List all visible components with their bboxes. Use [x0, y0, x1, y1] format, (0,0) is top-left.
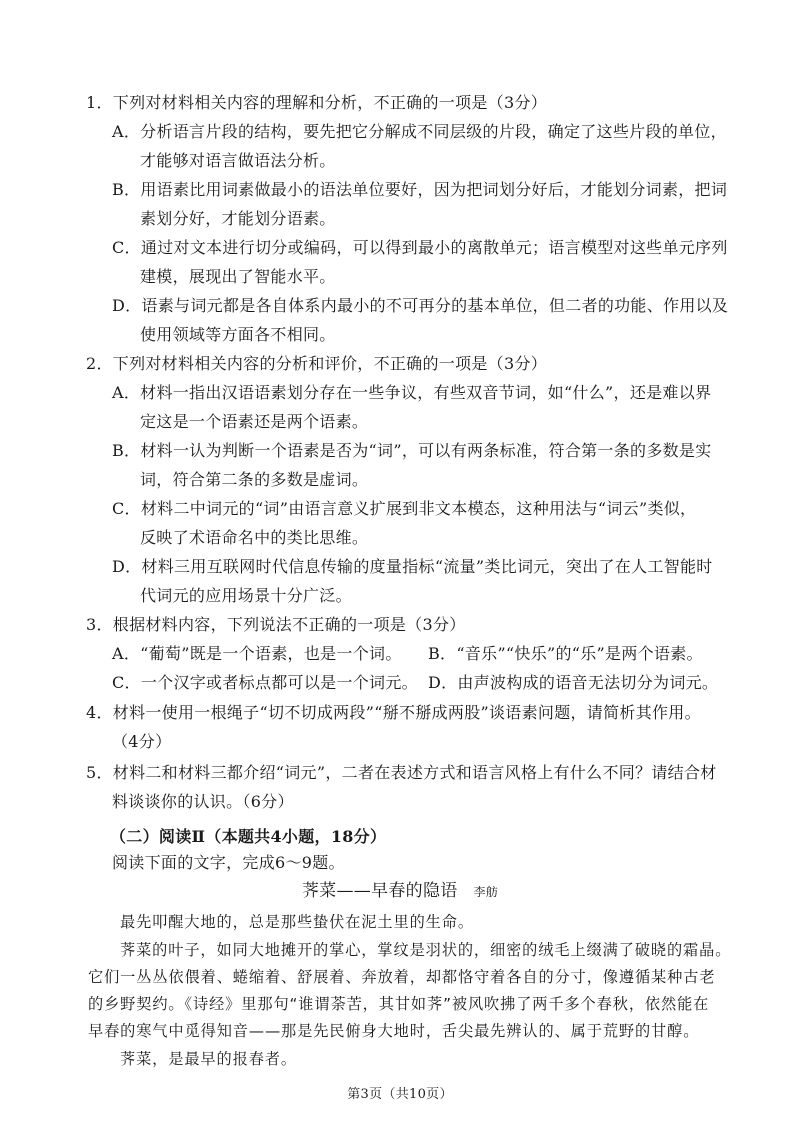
q3-option-a: A．“葡萄”既是一个语素，也是一个词。	[112, 644, 402, 663]
q2-option-b-cont: 词，符合第二条的多数是虚词。	[140, 470, 369, 489]
q1-option-d: D．语素与词元都是各自体系内最小的不可再分的基本单位，但二者的功能、作用以及	[112, 296, 729, 315]
article-paragraph-3: 荠菜，是最早的报春者。	[120, 1050, 297, 1068]
q1-option-a: A．分析语言片段的结构，要先把它分解成不同层级的片段，确定了这些片段的单位，	[112, 122, 727, 141]
article-paragraph-2-line-3: 的乡野契约。《诗经》里那句“谁谓荼苦，其甘如荠”被风吹拂了两千多个春秋，依然能在	[88, 995, 710, 1013]
q2-option-c: C．材料二中词元的“词”由语言意义扩展到非文本模态，这种用法与“词云”类似，	[112, 499, 697, 518]
q1-option-a-cont: 才能够对语言做语法分析。	[140, 151, 336, 170]
q2-option-d-cont: 代词元的应用场景十分广泛。	[140, 586, 352, 605]
article-title-line	[0, 880, 800, 903]
section-instruction: 阅读下面的文字，完成6～9题。	[112, 853, 345, 872]
section-header: （二）阅读Ⅱ（本题共4小题，18分）	[110, 827, 387, 846]
q1-option-b-cont: 素划分好，才能划分语素。	[140, 209, 336, 228]
q1-option-b: B．用语素比用词素做最小的语法单位要好，因为把词划分好后，才能划分词素，把词	[112, 180, 728, 199]
q3-option-b: B．“音乐”“快乐”的“乐”是两个语素。	[428, 644, 703, 663]
q2-option-a-cont: 定这是一个语素还是两个语素。	[140, 412, 369, 431]
q2-option-d: D．材料三用互联网时代信息传输的度量指标“流量”类比词元，突出了在人工智能时	[112, 557, 713, 576]
q3-option-c: C．一个汉字或者标点都可以是一个词元。	[112, 673, 418, 692]
article-paragraph-2-line-4: 早春的寒气中觅得知音——那是先民俯身大地时，舌尖最先辨认的、属于荒野的甘醇。	[88, 1022, 700, 1040]
q5-stem: 5．材料二和材料三都介绍“词元”，二者在表述方式和语言风格上有什么不同？请结合材	[86, 763, 717, 782]
q2-option-c-cont: 反映了术语命名中的类比思维。	[140, 528, 369, 547]
q1-option-c: C．通过对文本进行切分或编码，可以得到最小的离散单元；语言模型对这些单元序列	[112, 238, 728, 257]
q2-option-a: A．材料一指出汉语语素划分存在一些争议，有些双音节词，如“什么”，还是难以界	[112, 383, 712, 402]
page-number: 第3页（共10页）	[347, 1087, 453, 1102]
q1-option-c-cont: 建模，展现出了智能水平。	[140, 267, 336, 286]
q4-stem: 4．材料一使用一根绳子“切不切成两段”“掰不掰成两股”谈语素问题，请简析其作用。	[86, 703, 701, 722]
q1-stem: 1．下列对材料相关内容的理解和分析，不正确的一项是（3分）	[86, 93, 548, 112]
q5-stem-cont: 料谈谈你的认识。（6分）	[112, 792, 294, 811]
article-title: 荠菜——早春的隐语	[301, 881, 458, 901]
article-paragraph-2-line-1: 荠菜的叶子，如同大地摊开的掌心，掌纹是羽状的，细密的绒毛上缀满了破晓的霜晶。	[120, 941, 732, 959]
article-paragraph-2-line-2: 它们一丛丛依偎着、蜷缩着、舒展着、奔放着，却都恪守着各自的分寸，像遵循某种古老	[88, 968, 716, 986]
article-author: 李舫	[473, 885, 499, 899]
q2-stem: 2．下列对材料相关内容的分析和评价，不正确的一项是（3分）	[86, 354, 548, 373]
q4-points: （4分）	[112, 732, 172, 751]
article-paragraph-1: 最先叩醒大地的，总是那些蛰伏在泥土里的生命。	[120, 913, 474, 931]
q2-option-b: B．材料一认为判断一个语素是否为“词”，可以有两条标准，符合第一条的多数是实	[112, 441, 712, 460]
q1-option-d-cont: 使用领域等方面各不相同。	[140, 325, 336, 344]
q3-option-d: D．由声波构成的语音无法切分为词元。	[428, 673, 719, 692]
q3-stem: 3．根据材料内容，下列说法不正确的一项是（3分）	[86, 615, 466, 634]
